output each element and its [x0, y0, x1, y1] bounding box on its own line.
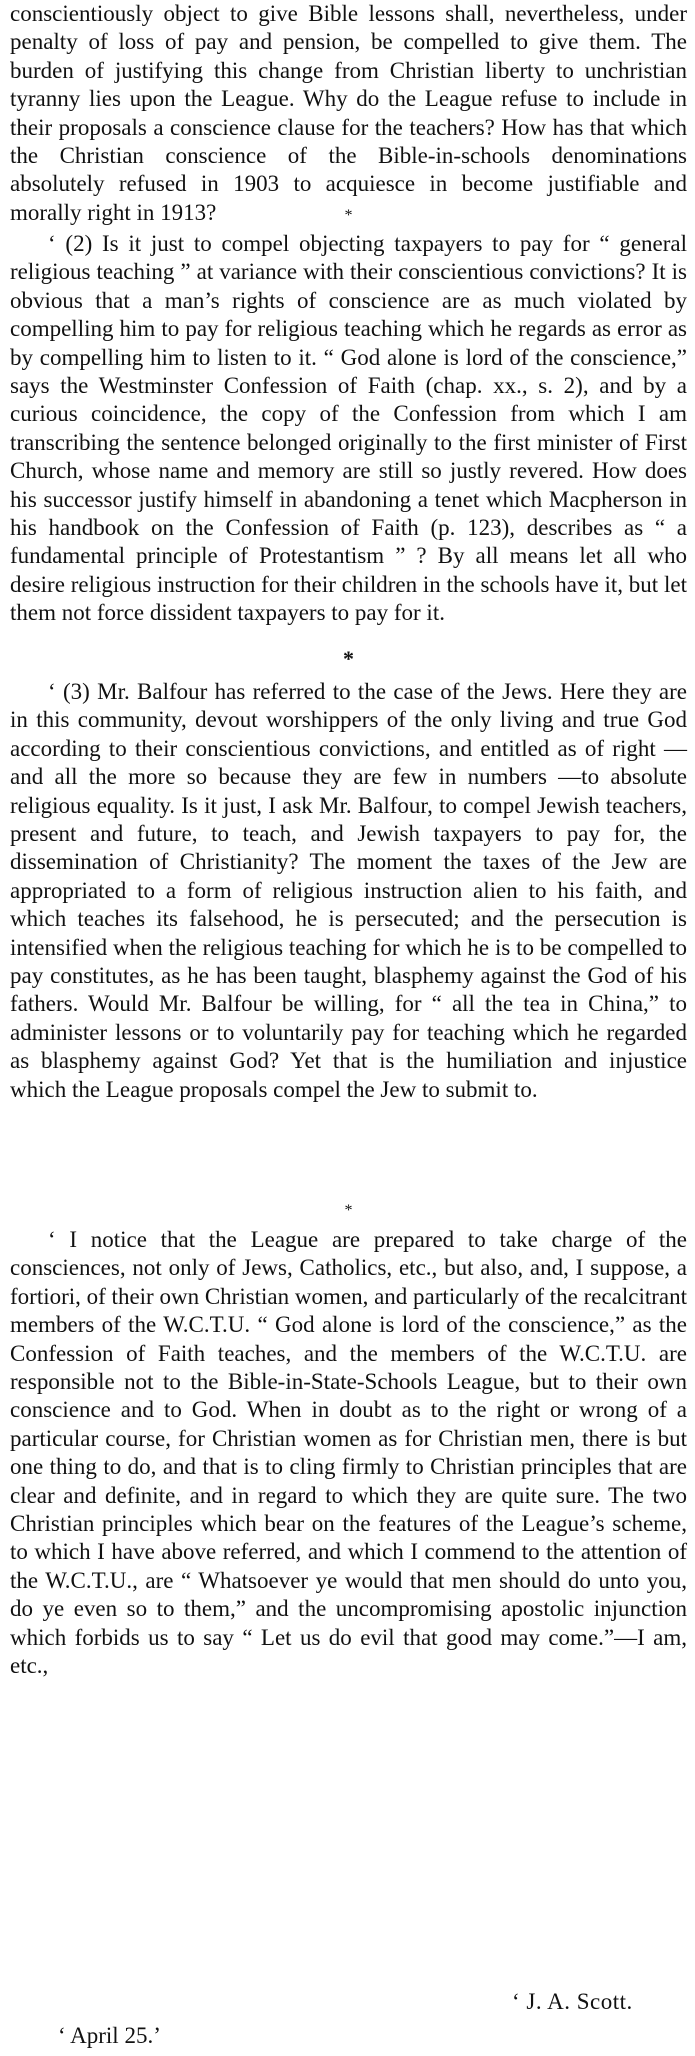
asterisk-separator: * [343, 646, 354, 671]
letter-column-section-3 [10, 678, 687, 1104]
separator-star-2 [10, 646, 687, 671]
separator-star-3 [10, 1202, 687, 1220]
signature: ‘ J. A. Scott. [512, 1989, 633, 2014]
paragraph-jews: ‘ (3) Mr. Balfour has referred to the case of the Jews. Here they are in this community, devout worshippers of the only living and true God according to their conscientious convictions, and entitled as of right —and all the more so because they are few in numbers —to absolute religious equality. Is it just, I ask Mr. Balfour, to compel Jewish teachers, present and future, to teach, and Jewish taxpayers to pay for, the dissemination of Christianity? The moment the taxes of the Jew are appropriated to a form of religious instruction alien to his faith, and which teaches its falsehood, he is persecuted; and the persecution is intensified when the religious teaching for which he is to be compelled to pay constitutes, as he has been taught, blasphemy against the God of his fathers. Would Mr. Balfour be willing, for “ all the tea in China,” to administer lessons or to voluntarily pay for teaching which he regarded as blasphemy against God? Yet that is the humiliation and injustice which the League proposals compel the Jew to submit to. [10, 679, 687, 1102]
date-line: ‘ April 25.’ [58, 2023, 161, 2048]
letter-column-section-2 [10, 230, 687, 628]
paragraph-wctu: ‘ I notice that the League are prepared to take charge of the consciences, not only of Jews, Catholics, etc., but also, and, I suppose, a fortiori, of their own Christian women, and particularly of the recalcitrant members of the W.C.T.U. “ God alone is lord of the conscience,” as the Confession of Faith teaches, and the members of the W.C.T.U. are responsible not to the Bible-in-State-Schools League, but to their own conscience and to God. When in doubt as to the right or wrong of a particular course, for Christian women as for Christian men, there is but one thing to do, and that is to cling firmly to Christian principles that are clear and definite, and in regard to which they are quite sure. The two Christian principles which bear on the features of the League’s scheme, to which I have above referred, and which I commend to the attention of the W.C.T.U., are “ Whatsoever ye would that men should do unto you, do ye even so to them,” and the uncompromising apostolic injunction which forbids us to say “ Let us do evil that good may come.”—I am, etc., [10, 1227, 687, 1679]
paragraph-conscience-clause: conscientiously object to give Bible lessons shall, nevertheless, under penalty of loss of pay and pension, be compelled to give them. The burden of justifying this change from Christian liberty to unchristian tyranny lies upon the League. Why do the League refuse to include in their proposals a conscience clause for the teachers? How has that which the Christian conscience of the Bible-in-schools denominations absolutely refused in 1903 to acquiesce in become justifiable and morally right in 1913? [10, 1, 687, 225]
letter-column-section-4 [10, 1226, 687, 1681]
asterisk-separator: * [344, 1202, 353, 1219]
letter-column [10, 0, 687, 227]
asterisk-separator: * [344, 207, 353, 224]
paragraph-taxpayers: ‘ (2) Is it just to compel objecting taxpayers to pay for “ general religious teaching ” at variance with their conscientious convictions? It is obvious that a man’s rights of conscience are as much violated by compelling him to pay for religious teaching which he regards as error as by compelling him to listen to it. “ God alone is lord of the conscience,” says the Westminster Confession of Faith (chap. xx., s. 2), and by a curious coincidence, the copy of the Confession from which I am transcribing the sentence belonged originally to the first minister of First Church, whose name and memory are still so justly revered. How does his successor justify himself in abandoning a tenet which Macpherson in his handbook on the Confession of Faith (p. 123), describes as “ a fundamental principle of Protestantism ” ? By all means let all who desire religious instruction for their children in the schools have it, but let them not force dissident taxpayers to pay for it. [10, 231, 687, 626]
separator-star-1 [10, 207, 687, 225]
